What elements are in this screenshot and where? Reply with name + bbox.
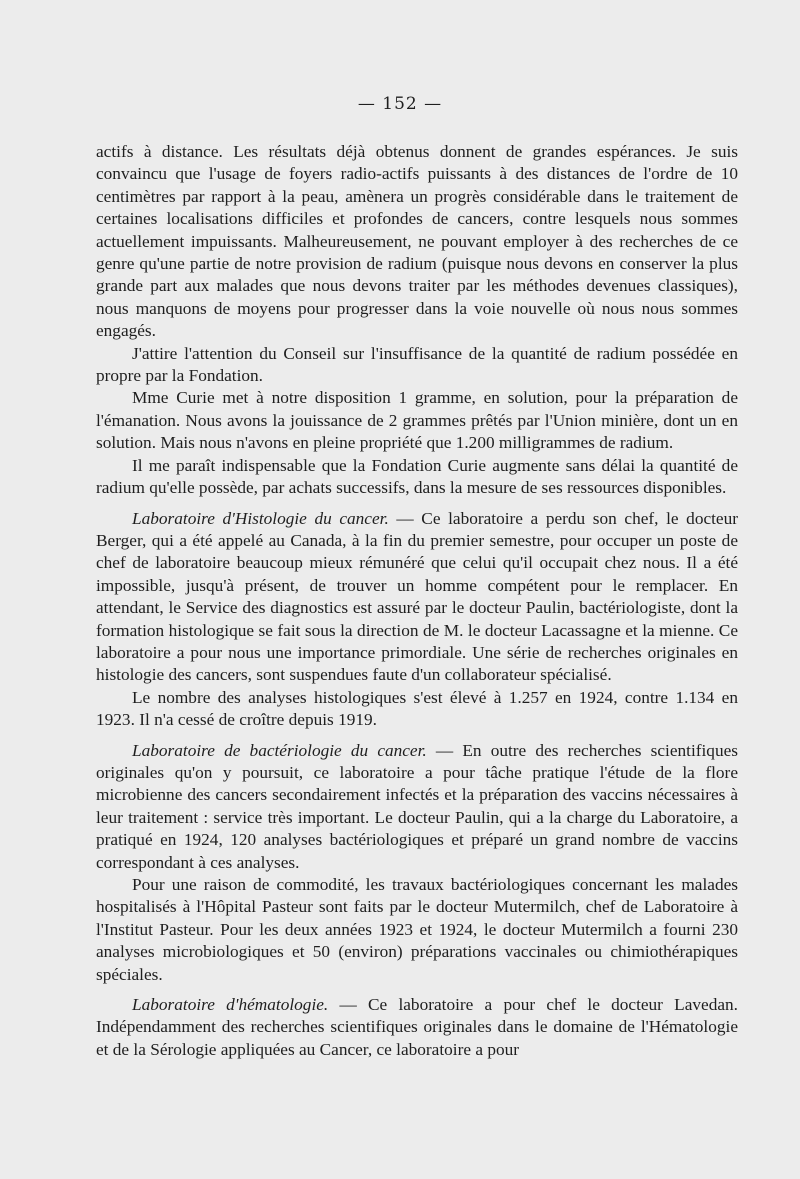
section-title: Laboratoire de bactériologie du cancer. bbox=[132, 740, 427, 760]
section-title: Laboratoire d'hématologie. bbox=[132, 995, 329, 1015]
paragraph bbox=[96, 343, 738, 388]
paragraph-text: J'attire l'attention du Conseil sur l'insuffisance de la quantité de radium possédée en propre par la Fondation. bbox=[96, 343, 738, 386]
page-number-header: — 152 — bbox=[357, 94, 443, 114]
paragraph-text: Il me paraît indispensable que la Fondation Curie augmente sans délai la quantité de radium qu'elle possède, par achats successifs, dans la mesure de ses ressources disponibles. bbox=[96, 455, 738, 498]
paragraph-text: — En outre des recherches scientifiques originales qu'on y poursuit, ce laboratoire a pour tâche pratique l'étude de la flore microbienne des cancers secondairement infectés et la préparation des vaccins nécessaires à leur traitement : service très important. Le docteur Paulin, qui a la charge du Laboratoire, a pratiqué en 1924, 120 analyses bactériologiques et préparé un grand nombre de vaccins correspondant à ces analyses. bbox=[96, 740, 738, 872]
paragraph-text: Le nombre des analyses histologiques s'est élevé à 1.257 en 1924, contre 1.134 en 1923. Il n'a cessé de croître depuis 1919. bbox=[96, 687, 738, 730]
paragraph bbox=[96, 387, 738, 454]
paragraph bbox=[96, 740, 738, 874]
paragraph bbox=[96, 994, 738, 1061]
paragraph-text: Mme Curie met à notre disposition 1 gramme, en solution, pour la préparation de l'émanation. Nous avons la jouissance de 2 grammes prêtés par l'Union minière, dont un en solution. Mais nous n'avons en pleine propriété que 1.200 milligrammes de radium. bbox=[96, 388, 738, 453]
paragraph-text: — Ce laboratoire a pour chef le docteur Lavedan. Indépendamment des recherches scientifiques originales dans le domaine de l'Hématologie et de la Sérologie appliquées au Cancer, ce laboratoire a pour bbox=[96, 995, 738, 1059]
paragraph-text: actifs à distance. Les résultats déjà obtenus donnent de grandes espérances. Je suis convaincu que l'usage de foyers radio-actifs puissants à des distances de l'ordre de 10 centimètres par rapport à la peau, amènera un progrès considérable dans le traitement de certaines localisations difficiles et profondes de cancers, contre lesquels nous sommes actuellement impuissants. Malheureusement, ne pouvant employer à des recherches de ce genre qu'une partie de notre provision de radium (puisque nous devons en conserver la plus grande part aux malades que nous devons traiter par les méthodes devenues classiques), nous manquons de moyens pour progresser dans la voie nouvelle où nous nous sommes engagés. bbox=[96, 142, 738, 341]
paragraph bbox=[96, 874, 738, 986]
paragraph bbox=[96, 455, 738, 500]
paragraph bbox=[96, 508, 738, 687]
paragraph bbox=[96, 687, 738, 732]
section-title: Laboratoire d'Histologie du cancer. bbox=[132, 508, 389, 528]
paragraph-text: Pour une raison de commodité, les travaux bactériologiques concernant les malades hospitalisés à l'Hôpital Pasteur sont faits par le docteur Mutermilch, chef de Laboratoire à l'Institut Pasteur. Pour les deux années 1923 et 1924, le docteur Mutermilch a fourni 230 analyses microbiologiques et 50 (environ) préparations vaccinales ou chimiothérapiques spéciales. bbox=[96, 875, 738, 984]
paragraph-text: — Ce laboratoire a perdu son chef, le docteur Berger, qui a été appelé au Canada, à la fin du premier semestre, pour occuper un poste de chef de laboratoire beaucoup mieux rémunéré que celui qu'il occupait chez nous. Il a été impossible, jusqu'à présent, de trouver un homme compétent pour le remplacer. En attendant, le Service des diagnostics est assuré par le docteur Paulin, bactériologiste, dont la formation histologique se fait sous la direction de M. le docteur Lacassagne et la mienne. Ce laboratoire a pour nous une importance primordiale. Une série de recherches originales en histologie des cancers, sont suspendues faute d'un collaborateur spécialisé. bbox=[96, 508, 738, 685]
paragraph bbox=[96, 141, 738, 343]
body-text bbox=[96, 141, 738, 1061]
